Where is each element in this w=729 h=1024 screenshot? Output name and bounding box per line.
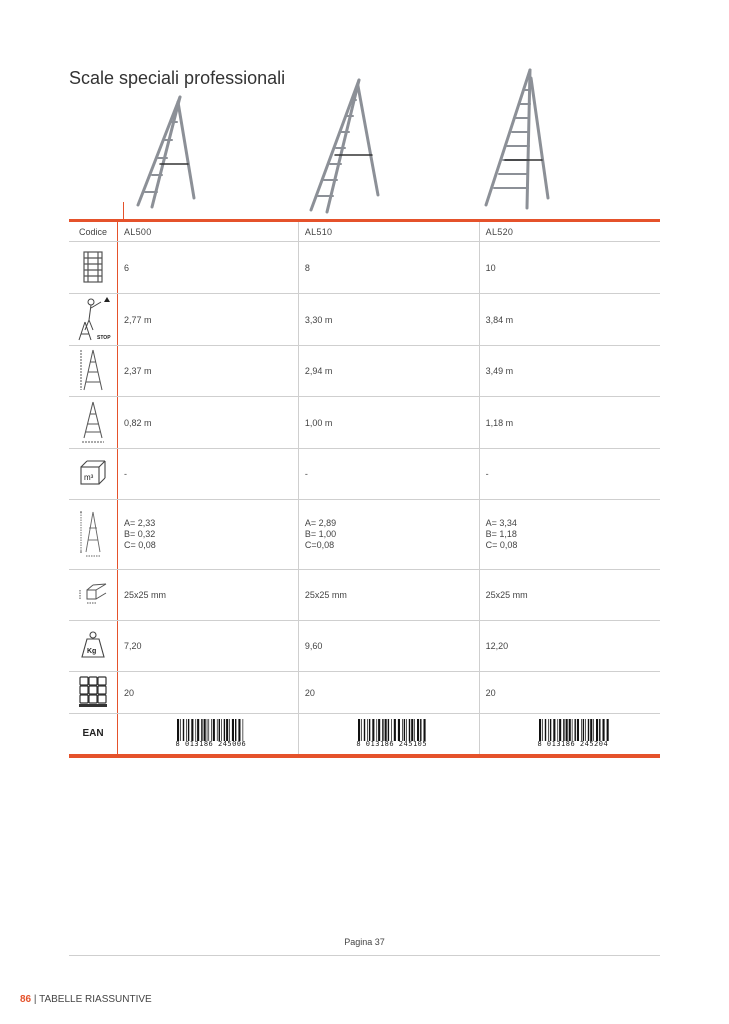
barcode-bar: [545, 719, 546, 741]
base-width-value-al510: 1,00 m: [298, 397, 479, 449]
barcode-bar: [574, 719, 575, 741]
barcode-bar: [606, 719, 608, 741]
barcode-bar: [226, 719, 228, 741]
barcode-bar: [590, 719, 592, 741]
barcode-bar: [195, 719, 196, 741]
barcode-bar: [378, 719, 380, 741]
barcode-bar: [229, 719, 230, 741]
barcode-bar: [409, 719, 410, 741]
barcode-bar: [183, 719, 184, 741]
folio-number: 86: [20, 994, 32, 1005]
dimensions-value-al520: A= 3,34 B= 1,18 C= 0,08: [479, 500, 660, 570]
barcode-bar: [213, 719, 215, 741]
pallet-icon: [69, 672, 118, 714]
table-row-ladder-height: [69, 346, 660, 397]
barcode-bar: [417, 719, 419, 741]
barcode-bar: [402, 719, 403, 741]
barcode-bar: [367, 719, 368, 741]
barcode-bar: [208, 719, 209, 741]
barcode-bar: [406, 719, 407, 741]
barcode-bar: [563, 719, 564, 741]
working-height-value-al510: 3,30 m: [298, 294, 479, 346]
ean-barcode-al500: [118, 714, 299, 756]
barcode-bar: [186, 719, 187, 741]
ean-number: 8 013186 245006: [175, 740, 247, 748]
barcode-bar: [398, 719, 400, 741]
barcode-bar: [372, 719, 374, 741]
pallet-value-al520: 20: [479, 672, 660, 714]
barcode-graphic: [175, 719, 247, 741]
footer-divider: [69, 955, 660, 956]
barcode-bar: [599, 719, 600, 741]
folio: [20, 994, 152, 1005]
barcode-bar: [394, 719, 396, 741]
table-row-profile: [69, 570, 660, 621]
barcode-bar: [188, 719, 189, 741]
page-reference: Pagina 37: [344, 937, 385, 947]
pallet-value-al500: 20: [118, 672, 299, 714]
barcode-bar: [211, 719, 212, 741]
ean-number: 8 013186 245204: [537, 740, 609, 748]
profile-value-al520: 25x25 mm: [479, 570, 660, 621]
spec-table: [69, 219, 660, 758]
ladder-base-width-icon: [69, 397, 118, 449]
table-divider-line: [123, 202, 124, 220]
volume-value-al500: -: [118, 449, 299, 500]
barcode-bar: [559, 719, 561, 741]
dimensions-icon: [69, 500, 118, 570]
barcode-graphic: [356, 719, 428, 741]
barcode-bar: [585, 719, 586, 741]
barcode-bar: [382, 719, 383, 741]
code-label: Codice: [69, 221, 118, 242]
ladder-images: [0, 0, 729, 220]
ladder-image-al520: [486, 70, 548, 208]
ean-barcode-al520: [479, 714, 660, 756]
ladder-height-value-al500: 2,37 m: [118, 346, 299, 397]
table-row-volume: [69, 449, 660, 500]
barcode-bar: [387, 719, 388, 741]
barcode-bar: [569, 719, 571, 741]
rungs-icon: [69, 242, 118, 294]
pallet-value-al510: 20: [298, 672, 479, 714]
weight-value-al500: 7,20: [118, 621, 299, 672]
barcode-bar: [593, 719, 594, 741]
barcode-bar: [180, 719, 181, 741]
table-row-pallet: [69, 672, 660, 714]
barcode-bar: [191, 719, 193, 741]
profile-value-al510: 25x25 mm: [298, 570, 479, 621]
barcode-bar: [207, 719, 208, 741]
barcode-bar: [391, 719, 392, 741]
barcode-bar: [403, 719, 404, 741]
ladder-image-al500: [138, 97, 194, 207]
table-header-row: [69, 221, 660, 242]
volume-value-al510: -: [298, 449, 479, 500]
ladder-height-value-al510: 2,94 m: [298, 346, 479, 397]
table-row-dimensions: [69, 500, 660, 570]
barcode-bar: [219, 719, 220, 741]
barcode-bar: [411, 719, 413, 741]
base-width-value-al500: 0,82 m: [118, 397, 299, 449]
barcode-bar: [197, 719, 199, 741]
base-width-value-al520: 1,18 m: [479, 397, 660, 449]
barcode-bar: [201, 719, 202, 741]
barcode-bar: [369, 719, 370, 741]
barcode-bar: [557, 719, 558, 741]
barcode-bar: [224, 719, 225, 741]
weight-value-al510: 9,60: [298, 621, 479, 672]
barcode-bar: [376, 719, 377, 741]
barcode-bar: [539, 719, 541, 741]
barcode-bar: [550, 719, 551, 741]
cubic-meter-label: m³: [84, 473, 94, 482]
working-height-value-al500: 2,77 m: [118, 294, 299, 346]
working-height-value-al520: 3,84 m: [479, 294, 660, 346]
profile-value-al500: 25x25 mm: [118, 570, 299, 621]
table-row-ean: [69, 714, 660, 756]
ean-number: 8 013186 245105: [356, 740, 428, 748]
barcode-bar: [361, 719, 362, 741]
barcode-bar: [364, 719, 365, 741]
barcode-bar: [548, 719, 549, 741]
table-row-base-width: [69, 397, 660, 449]
page-title: Scale speciali professionali: [69, 68, 286, 88]
barcode-bar: [177, 719, 179, 741]
barcode-bar: [235, 719, 236, 741]
barcode-bar: [242, 719, 243, 741]
profile-section-icon: [69, 570, 118, 621]
barcode-graphic: [537, 719, 609, 741]
dimensions-value-al510: A= 2,89 B= 1,00 C=0,08: [298, 500, 479, 570]
rungs-value-al500: 6: [118, 242, 299, 294]
ladder-image-al510: [311, 80, 378, 212]
ean-label: EAN: [69, 714, 118, 756]
kg-label: Kg: [87, 648, 97, 655]
barcode-bar: [583, 719, 584, 741]
barcode-bar: [384, 719, 386, 741]
volume-value-al520: -: [479, 449, 660, 500]
table-row-working-height: [69, 294, 660, 346]
barcode-bar: [602, 719, 604, 741]
weight-icon: [69, 621, 118, 672]
model-al510: AL510: [298, 221, 479, 242]
barcode-bar: [238, 719, 240, 741]
barcode-bar: [581, 719, 582, 741]
barcode-bar: [420, 719, 421, 741]
ean-barcode-al510: [298, 714, 479, 756]
barcode-bar: [596, 719, 598, 741]
barcode-bar: [423, 719, 425, 741]
barcode-bar: [232, 719, 234, 741]
model-al520: AL520: [479, 221, 660, 242]
barcode-bar: [565, 719, 567, 741]
ladder-height-value-al520: 3,49 m: [479, 346, 660, 397]
folio-label: | TABELLE RIASSUNTIVE: [33, 994, 152, 1005]
table-row-rungs: [69, 242, 660, 294]
barcode-bar: [542, 719, 543, 741]
table-row-weight: [69, 621, 660, 672]
rungs-value-al520: 10: [479, 242, 660, 294]
barcode-bar: [414, 719, 415, 741]
weight-value-al520: 12,20: [479, 621, 660, 672]
barcode-bar: [572, 719, 573, 741]
barcode-bar: [577, 719, 579, 741]
barcode-bar: [588, 719, 589, 741]
barcode-bar: [204, 719, 206, 741]
model-al500: AL500: [118, 221, 299, 242]
barcode-bar: [221, 719, 222, 741]
barcode-bar: [553, 719, 555, 741]
rungs-value-al510: 8: [298, 242, 479, 294]
barcode-bar: [217, 719, 218, 741]
dimensions-value-al500: A= 2,33 B= 0,32 C= 0,08: [118, 500, 299, 570]
barcode-bar: [358, 719, 360, 741]
stop-label: STOP: [97, 334, 111, 341]
volume-cube-icon: [69, 449, 118, 500]
ladder-height-icon: [69, 346, 118, 397]
working-height-icon: [69, 294, 118, 346]
